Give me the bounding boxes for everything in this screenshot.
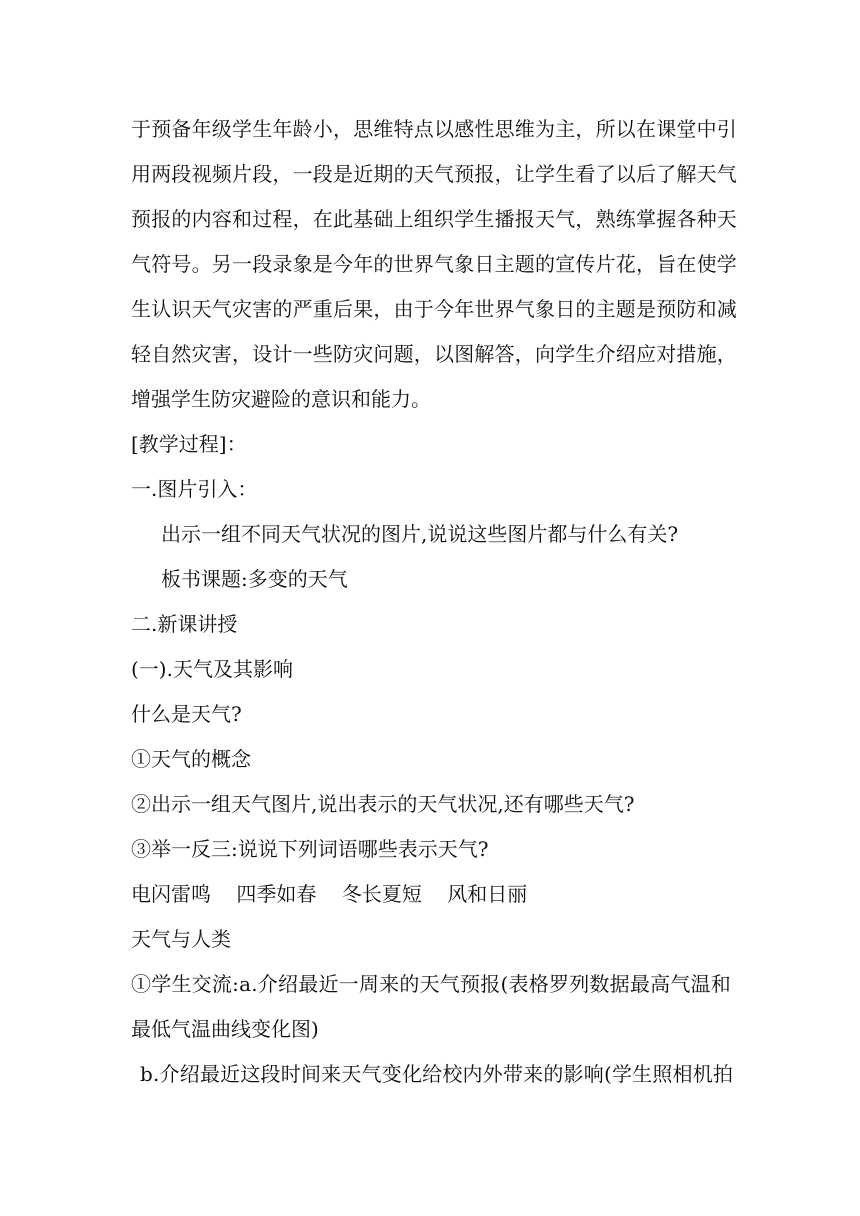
section-heading: 一.图片引入： bbox=[131, 477, 258, 501]
list-item: ①学生交流:a.介绍最近一周来的天气预报(表格罗列数据最高气温和 bbox=[131, 972, 731, 996]
paragraph-line: 预报的内容和过程，在此基础上组织学生播报天气，熟练掌握各种天 bbox=[131, 207, 737, 231]
section-heading: [教学过程]： bbox=[131, 432, 247, 456]
section-heading: 二.新课讲授 bbox=[131, 612, 238, 636]
list-item: ③举一反三:说说下列词语哪些表示天气? bbox=[131, 837, 489, 861]
paragraph-line: 轻自然灾害，设计一些防灾问题，以图解答，向学生介绍应对措施， bbox=[131, 342, 737, 366]
paragraph-line: 生认识天气灾害的严重后果，由于今年世界气象日的主题是预防和减 bbox=[131, 297, 737, 321]
paragraph-line: 电闪雷鸣 四季如春 冬长夏短 风和日丽 bbox=[131, 882, 528, 906]
paragraph-line: 出示一组不同天气状况的图片,说说这些图片都与什么有关? bbox=[161, 522, 679, 546]
paragraph-line: 气符号。另一段录象是今年的世界气象日主题的宣传片花，旨在使学 bbox=[131, 252, 737, 276]
paragraph-line: 于预备年级学生年龄小，思维特点以感性思维为主，所以在课堂中引 bbox=[131, 117, 737, 141]
paragraph-line: 板书课题:多变的天气 bbox=[161, 567, 348, 591]
paragraph-line: 最低气温曲线变化图) bbox=[131, 1017, 319, 1041]
list-item: ②出示一组天气图片,说出表示的天气状况,还有哪些天气? bbox=[131, 792, 635, 816]
paragraph-line: 什么是天气? bbox=[131, 702, 242, 726]
list-item: ①天气的概念 bbox=[131, 747, 251, 771]
subsection-heading: (一).天气及其影响 bbox=[131, 657, 293, 681]
list-item: b.介绍最近这段时间来天气变化给校内外带来的影响(学生照相机拍 bbox=[140, 1062, 734, 1086]
paragraph-line: 天气与人类 bbox=[131, 927, 231, 951]
paragraph-line: 用两段视频片段，一段是近期的天气预报，让学生看了以后了解天气 bbox=[131, 162, 737, 186]
paragraph-line: 增强学生防灾避险的意识和能力。 bbox=[131, 387, 431, 411]
